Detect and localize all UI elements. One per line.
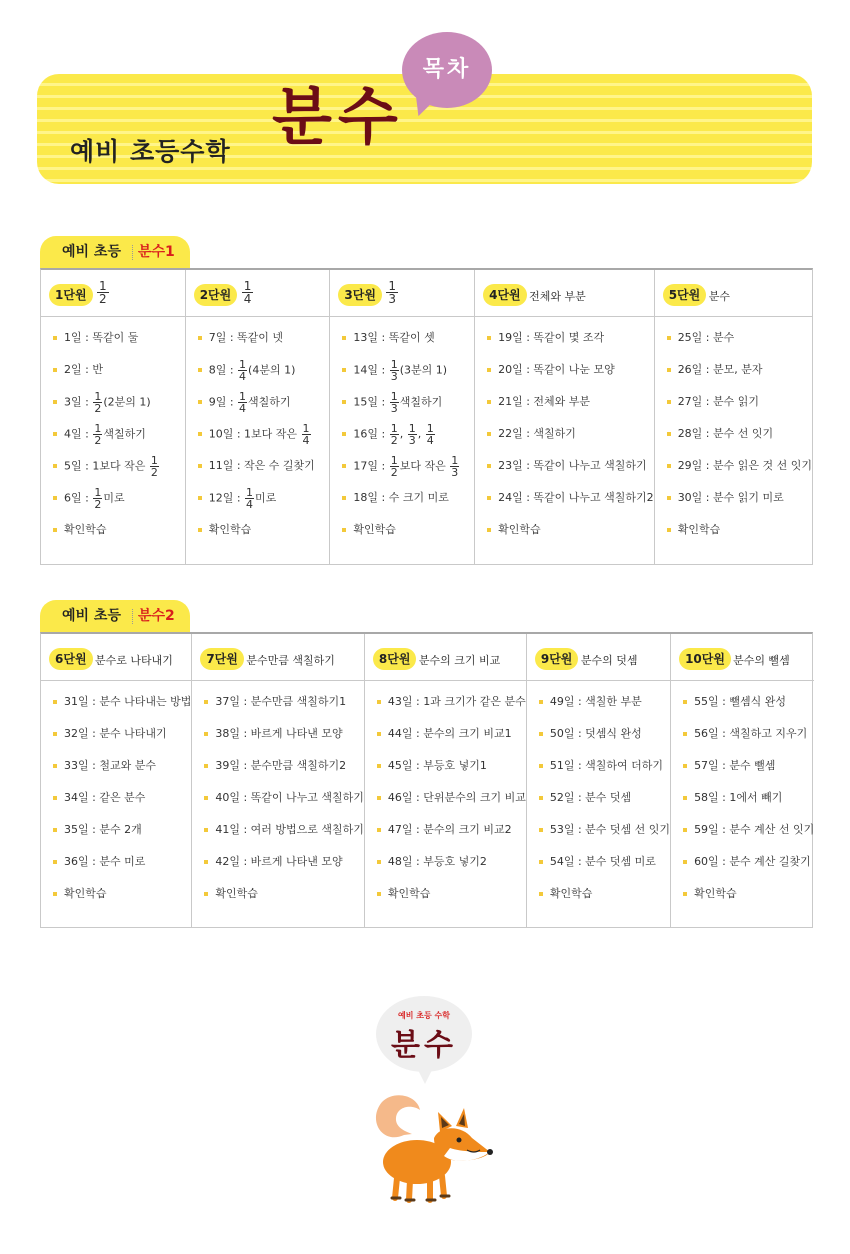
lesson-text: 1일 : 똑같이 둘 (64, 331, 139, 344)
lesson-text: 53일 : 분수 덧셈 선 잇기 (549, 823, 671, 836)
lesson-text: 10일 : 1보다 작은 (208, 427, 301, 441)
lesson-text: 41일 : 여러 방법으로 색칠하기 (215, 823, 364, 836)
unit-header (41, 634, 191, 681)
unit-items (365, 681, 526, 915)
unit-badge: 5단원 (663, 284, 707, 306)
lesson-item (192, 819, 364, 851)
unit-header (41, 270, 185, 317)
lesson-suffix: 색칠하기 (103, 427, 146, 441)
unit-column (671, 634, 814, 927)
fraction (390, 423, 399, 446)
lesson-text: 6일 : (64, 491, 93, 505)
lesson-suffix: 미로 (103, 491, 125, 505)
lesson-item (671, 883, 814, 915)
fraction-numerator: 1 (94, 390, 102, 403)
unit-header (655, 270, 812, 317)
unit-badge: 6단원 (49, 648, 93, 670)
lesson-text: 48일 : 부등호 넣기2 (387, 855, 487, 868)
lesson-text: 7일 : 똑같이 넷 (208, 331, 284, 344)
fraction-denominator: 2 (390, 466, 398, 479)
tab-label: 예비 초등 (62, 608, 121, 624)
lesson-item (671, 723, 814, 755)
lesson-text: 51일 : 색칠하여 더하기 (549, 759, 664, 772)
tab-divider (132, 609, 134, 624)
lesson-text: 30일 : 분수 읽기 미로 (677, 491, 784, 504)
lesson-item (192, 851, 364, 883)
lesson-text: 36일 : 분수 미로 (64, 855, 146, 868)
lesson-item (41, 455, 185, 487)
unit-badge: 10단원 (679, 648, 731, 670)
lesson-item (186, 391, 330, 423)
lesson-suffix: 색칠하기 (248, 395, 291, 409)
lesson-text: 확인학습 (549, 887, 593, 900)
lesson-text: 확인학습 (677, 523, 721, 536)
lesson-text: 52일 : 분수 덧셈 (549, 791, 632, 804)
lesson-text: 9일 : (208, 395, 238, 409)
lesson-text: 확인학습 (64, 887, 107, 900)
unit-items (671, 681, 814, 915)
lesson-item (186, 359, 330, 391)
fraction-numerator: 1 (388, 279, 397, 293)
unit-header (365, 634, 526, 681)
lesson-text: 60일 : 분수 계산 길찾기 (694, 855, 811, 868)
lesson-item (655, 455, 812, 487)
lesson-item (655, 519, 812, 551)
lesson-text: 8일 : (208, 363, 238, 377)
lesson-item (365, 755, 526, 787)
fraction-denominator: 2 (94, 402, 102, 415)
unit-items (186, 317, 330, 551)
lesson-item (527, 691, 670, 723)
lesson-text: 33일 : 철교와 분수 (64, 759, 156, 772)
lesson-item (330, 423, 474, 455)
lesson-item (671, 787, 814, 819)
fraction-denominator: 3 (390, 402, 398, 415)
unit-title: 분수의 뺄셈 (733, 654, 790, 667)
fraction-denominator: 4 (239, 370, 247, 383)
unit-items (192, 681, 364, 915)
lesson-item (41, 787, 191, 819)
fraction-numerator: 1 (390, 422, 398, 435)
section-table-2 (40, 632, 813, 928)
lesson-text: 13일 : 똑같이 셋 (353, 331, 435, 344)
fraction-numerator: 1 (302, 422, 310, 435)
lesson-suffix: (2분의 1) (103, 395, 151, 409)
unit-badge: 1단원 (49, 284, 93, 306)
unit-column (41, 270, 186, 564)
lesson-item (41, 487, 185, 519)
lesson-text: 14일 : (353, 363, 389, 377)
fraction (408, 423, 417, 446)
lesson-item (41, 755, 191, 787)
lesson-text: 3일 : (64, 395, 93, 409)
lesson-item (527, 819, 670, 851)
section-tab-1 (40, 236, 190, 268)
lesson-text: 15일 : (353, 395, 389, 409)
lesson-item (475, 423, 654, 455)
fraction (245, 487, 254, 510)
logo-big-text: 분수 (391, 1028, 457, 1063)
fraction-denominator: 4 (239, 402, 247, 415)
toc-bubble (402, 32, 492, 108)
unit-items (655, 317, 812, 551)
lesson-item (655, 423, 812, 455)
lesson-item (330, 327, 474, 359)
lesson-separator: , (399, 427, 407, 441)
fraction-numerator: 1 (390, 358, 398, 371)
lesson-text: 2일 : 반 (64, 363, 103, 376)
unit-header (192, 634, 364, 681)
lesson-item (41, 819, 191, 851)
lesson-item (475, 455, 654, 487)
lesson-item (330, 519, 474, 551)
unit-badge: 3단원 (338, 284, 382, 306)
lesson-item (527, 883, 670, 915)
lesson-item (365, 883, 526, 915)
fraction (93, 487, 102, 510)
lesson-text: 17일 : (353, 459, 389, 473)
lesson-item (671, 819, 814, 851)
lesson-item (655, 327, 812, 359)
lesson-text: 59일 : 분수 계산 선 잇기 (694, 823, 815, 836)
lesson-item (475, 487, 654, 519)
lesson-text: 11일 : 작은 수 길찾기 (208, 459, 315, 472)
lesson-item (41, 327, 185, 359)
lesson-text: 24일 : 똑같이 나누고 색칠하기2 (498, 491, 654, 504)
lesson-item (671, 755, 814, 787)
fraction-denominator: 2 (94, 434, 102, 447)
unit-header (671, 634, 814, 681)
lesson-text: 35일 : 분수 2개 (64, 823, 142, 836)
lesson-item (655, 391, 812, 423)
toc-label: 목차 (422, 57, 472, 82)
lesson-item (186, 327, 330, 359)
lesson-text: 34일 : 같은 분수 (64, 791, 146, 804)
lesson-text: 29일 : 분수 읽은 것 선 잇기 (677, 459, 813, 472)
unit-badge: 9단원 (535, 648, 579, 670)
fraction-denominator: 4 (426, 434, 434, 447)
lesson-text: 28일 : 분수 선 잇기 (677, 427, 774, 440)
fraction-numerator: 1 (390, 454, 398, 467)
lesson-item (527, 755, 670, 787)
lesson-text: 확인학습 (694, 887, 737, 900)
lesson-item (330, 359, 474, 391)
unit-column (527, 634, 671, 927)
lesson-suffix: 미로 (255, 491, 277, 505)
lesson-item (330, 487, 474, 519)
unit-title: 전체와 부분 (529, 290, 586, 303)
lesson-item (365, 819, 526, 851)
unit-title: 분수의 크기 비교 (418, 654, 501, 667)
logo-bubble (376, 996, 472, 1072)
lesson-item (186, 487, 330, 519)
unit-column (186, 270, 331, 564)
lesson-item (192, 755, 364, 787)
lesson-text: 19일 : 똑같이 몇 조각 (498, 331, 605, 344)
lesson-item (671, 691, 814, 723)
fraction (93, 391, 102, 414)
lesson-text: 42일 : 바르게 나타낸 모양 (215, 855, 343, 868)
unit-items (527, 681, 670, 915)
fraction-numerator: 1 (246, 486, 254, 499)
fraction (426, 423, 435, 446)
lesson-text: 39일 : 분수만큼 색칠하기2 (215, 759, 347, 772)
lesson-text: 32일 : 분수 나타내기 (64, 727, 167, 740)
unit-column (655, 270, 812, 564)
lesson-text: 57일 : 분수 뺄셈 (694, 759, 776, 772)
unit-column (365, 634, 527, 927)
fraction-denominator: 2 (390, 434, 398, 447)
lesson-text: 18일 : 수 크기 미로 (353, 491, 449, 504)
lesson-item (192, 691, 364, 723)
lesson-text: 12일 : (208, 491, 245, 505)
fraction-denominator: 2 (99, 292, 107, 306)
lesson-text: 16일 : (353, 427, 389, 441)
unit-items (41, 681, 191, 915)
lesson-item (330, 455, 474, 487)
lesson-item (41, 359, 185, 391)
lesson-item (527, 851, 670, 883)
lesson-text: 26일 : 분모, 분자 (677, 363, 763, 376)
lesson-text: 21일 : 전체와 부분 (498, 395, 591, 408)
fraction-numerator: 1 (451, 454, 459, 467)
fraction (390, 455, 399, 478)
lesson-suffix: (3분의 1) (399, 363, 448, 377)
lesson-item (192, 723, 364, 755)
fraction-denominator: 3 (388, 292, 397, 306)
lesson-separator: , (417, 427, 425, 441)
fraction-numerator: 1 (99, 279, 107, 293)
fraction-numerator: 1 (94, 422, 102, 435)
lesson-item (475, 327, 654, 359)
lesson-text: 38일 : 바르게 나타낸 모양 (215, 727, 343, 740)
tab-label: 예비 초등 (62, 244, 121, 260)
lesson-item (41, 851, 191, 883)
tab-book: 분수2 (138, 608, 175, 624)
unit-title: 분수로 나타내기 (95, 654, 173, 667)
lesson-text: 20일 : 똑같이 나눈 모양 (498, 363, 615, 376)
fraction-denominator: 4 (243, 292, 252, 306)
lesson-text: 40일 : 똑같이 나누고 색칠하기 (215, 791, 364, 804)
fraction-denominator: 4 (246, 498, 254, 511)
fraction (390, 359, 399, 382)
lesson-text: 25일 : 분수 (677, 331, 735, 344)
unit-header (527, 634, 670, 681)
section-tab-2 (40, 600, 190, 632)
lesson-item (527, 787, 670, 819)
lesson-item (655, 487, 812, 519)
fraction (390, 391, 399, 414)
fraction-numerator: 1 (94, 486, 102, 499)
header-title: 분수 (272, 80, 404, 153)
fraction-denominator: 4 (302, 434, 310, 447)
fraction-numerator: 1 (426, 422, 434, 435)
fraction-denominator: 2 (94, 498, 102, 511)
unit-title: 분수만큼 색칠하기 (246, 654, 335, 667)
fraction-numerator: 1 (239, 358, 247, 371)
lesson-item (41, 519, 185, 551)
lesson-text: 54일 : 분수 덧셈 미로 (549, 855, 656, 868)
lesson-item (655, 359, 812, 391)
fraction (238, 359, 247, 382)
lesson-item (192, 883, 364, 915)
lesson-item (527, 723, 670, 755)
lesson-item (41, 691, 191, 723)
lesson-item (330, 391, 474, 423)
lesson-text: 49일 : 색칠한 부분 (549, 695, 642, 708)
fraction (302, 423, 311, 446)
fox-illustration (362, 1090, 497, 1205)
lesson-text: 5일 : 1보다 작은 (64, 459, 149, 473)
lesson-item (475, 519, 654, 551)
lesson-text: 확인학습 (215, 887, 258, 900)
unit-header (330, 270, 474, 317)
lesson-text: 확인학습 (387, 887, 431, 900)
unit-title: 분수의 덧셈 (580, 654, 638, 667)
unit-items (475, 317, 654, 551)
lesson-text: 44일 : 분수의 크기 비교1 (387, 727, 512, 740)
lesson-text: 확인학습 (498, 523, 541, 536)
lesson-text: 43일 : 1과 크기가 같은 분수 (387, 695, 526, 708)
lesson-text: 37일 : 분수만큼 색칠하기1 (215, 695, 347, 708)
unit-title: 분수 (708, 290, 730, 303)
unit-column (330, 270, 475, 564)
lesson-item (365, 787, 526, 819)
lesson-item (41, 391, 185, 423)
unit-header (475, 270, 654, 317)
lesson-item (186, 423, 330, 455)
lesson-text: 4일 : (64, 427, 93, 441)
lesson-item (41, 883, 191, 915)
fraction-numerator: 1 (239, 390, 247, 403)
fraction-denominator: 3 (390, 370, 398, 383)
unit-items (41, 317, 185, 551)
lesson-item (192, 787, 364, 819)
lesson-text: 56일 : 색칠하고 지우기 (694, 727, 808, 740)
section-table-1 (40, 268, 813, 565)
fraction (242, 280, 254, 305)
lesson-text: 31일 : 분수 나타내는 방법 (64, 695, 192, 708)
lesson-text: 23일 : 똑같이 나누고 색칠하기 (498, 459, 647, 472)
fraction-denominator: 3 (451, 466, 459, 479)
fraction-numerator: 1 (390, 390, 398, 403)
fraction-denominator: 2 (150, 466, 158, 479)
lesson-item (186, 519, 330, 551)
fraction (150, 455, 159, 478)
tab-divider (132, 245, 134, 260)
lesson-item (365, 723, 526, 755)
fraction (93, 423, 102, 446)
fraction-denominator: 3 (408, 434, 416, 447)
fraction-numerator: 1 (150, 454, 158, 467)
fraction-numerator: 1 (408, 422, 416, 435)
lesson-text: 27일 : 분수 읽기 (677, 395, 760, 408)
lesson-item (475, 359, 654, 391)
unit-column (192, 634, 365, 927)
lesson-item (475, 391, 654, 423)
lesson-text: 47일 : 분수의 크기 비교2 (387, 823, 512, 836)
unit-column (475, 270, 655, 564)
unit-column (41, 634, 192, 927)
lesson-suffix: 색칠하기 (399, 395, 443, 409)
lesson-item (365, 691, 526, 723)
lesson-text: 확인학습 (64, 523, 107, 536)
lesson-text: 45일 : 부등호 넣기1 (387, 759, 487, 772)
header-subtitle: 예비 초등수학 (70, 137, 231, 166)
lesson-suffix: 보다 작은 (399, 459, 450, 473)
lesson-text: 확인학습 (353, 523, 396, 536)
lesson-item (671, 851, 814, 883)
fraction (386, 280, 398, 305)
unit-items (330, 317, 474, 551)
unit-badge: 8단원 (373, 648, 417, 670)
logo-small-text: 예비 초등 수학 (398, 1011, 450, 1020)
lesson-text: 46일 : 단위분수의 크기 비교 (387, 791, 526, 804)
lesson-text: 22일 : 색칠하기 (498, 427, 576, 440)
lesson-item (365, 851, 526, 883)
fraction (97, 280, 109, 305)
lesson-text: 58일 : 1에서 빼기 (694, 791, 783, 804)
lesson-item (41, 723, 191, 755)
fraction-numerator: 1 (243, 279, 252, 293)
unit-badge: 7단원 (200, 648, 244, 670)
lesson-item (186, 455, 330, 487)
fraction (238, 391, 247, 414)
fraction (450, 455, 459, 478)
lesson-text: 55일 : 뺄셈식 완성 (694, 695, 787, 708)
unit-badge: 2단원 (194, 284, 238, 306)
tab-book: 분수1 (138, 244, 175, 260)
lesson-suffix: (4분의 1) (248, 363, 296, 377)
unit-header (186, 270, 330, 317)
lesson-text: 50일 : 덧셈식 완성 (549, 727, 642, 740)
lesson-text: 확인학습 (208, 523, 252, 536)
unit-badge: 4단원 (483, 284, 527, 306)
lesson-item (41, 423, 185, 455)
